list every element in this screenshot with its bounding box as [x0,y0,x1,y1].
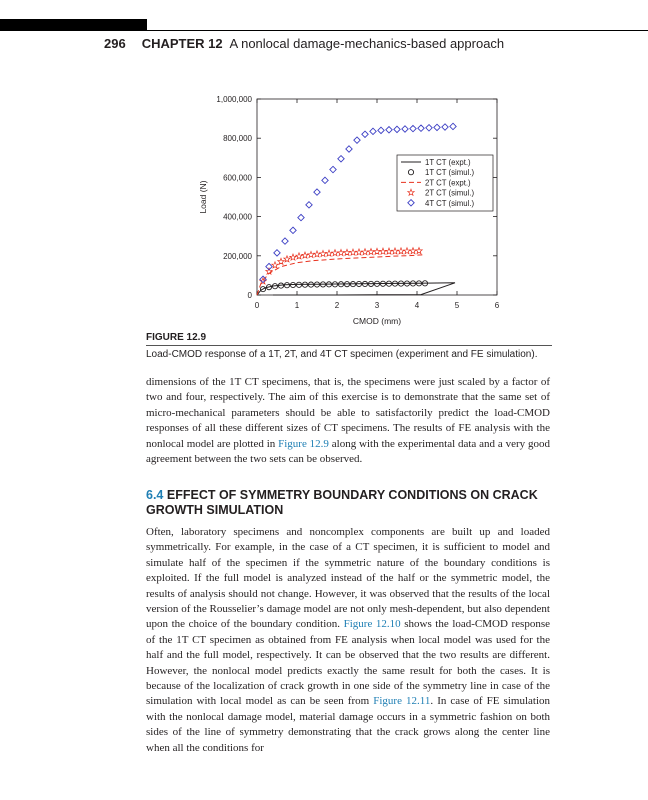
series-4-marker [326,250,332,256]
series-4-marker [350,249,356,255]
y-tick-label: 600,000 [223,173,252,183]
series-4-marker [404,248,410,254]
paragraph-1-text-end: along with the experimental data and a very good agreement between the two sets can be observed. [146,437,550,466]
series-5-marker [426,125,432,131]
series-5-marker [410,125,416,131]
x-tick-label: 0 [254,301,260,310]
figure-caption: Load-CMOD response of a 1T, 2T, and 4T CT specimen (experiment and FE simulation). [146,349,538,360]
series-4-marker [308,251,314,257]
series-4-marker [392,248,398,254]
chapter-title: A nonlocal damage-mechanics-based approach [229,36,505,51]
series-5-marker [450,123,456,129]
load-cmod-chart [0,0,648,330]
legend-label: 1T CT (simul.) [425,168,475,178]
series-5-marker [442,124,448,130]
series-4-marker [416,248,422,254]
figure-12-9-link[interactable]: Figure 12.9 [278,437,329,450]
paragraph-2-text-middle: shows the load-CMOD response of the 1T CT specimen as obtained from FE analysis when local model was used for the half and the full model, respectively. It can be observed that the two results are different. However, the nonlocal model predicts exactly the same result for both the cases. It is because of the localization of crack growth in one side of the symmetry line in case of the simulation with local model as can be seen from [146,618,550,708]
series-5-marker [330,166,336,172]
series-4-marker [410,248,416,254]
y-tick-label: 0 [247,291,252,300]
series-4-marker [380,248,386,254]
section-heading [146,488,550,518]
series-5-marker [314,189,320,195]
series-5-marker [354,137,360,143]
section-number: 6.4 [146,488,164,502]
section-title: EFFECT OF SYMMETRY BOUNDARY CONDITIONS ON CRACK GROWTH SIMULATION [146,488,538,517]
series-4-marker [344,249,350,255]
series-4-marker [314,251,320,257]
x-tick-label: 6 [494,301,500,310]
series-4-marker [362,249,368,255]
series-5-marker [274,250,280,256]
x-tick-label: 2 [334,301,340,310]
x-tick-label: 1 [294,301,300,310]
x-tick-label: 4 [414,301,420,310]
x-axis-label: CMOD (mm) [352,316,402,326]
legend-label: 2T CT (simul.) [425,188,475,198]
series-5-marker [402,126,408,132]
series-4-marker [386,248,392,254]
series-5-marker [282,238,288,244]
series-5-marker [378,127,384,133]
figure-label: FIGURE 12.9 [146,332,207,343]
page-number: 296 [104,36,126,51]
y-axis-label: Load (N) [198,180,208,214]
series-5-marker [362,131,368,137]
y-tick-label: 1,000,000 [216,95,252,104]
series-5-marker [338,156,344,162]
series-5-marker [346,146,352,152]
y-tick-label: 400,000 [223,212,252,222]
body-paragraph-1 [146,375,550,467]
series-5-marker [298,214,304,220]
series-5-marker [322,177,328,183]
series-4-marker [356,249,362,255]
figure-12-11-link[interactable]: Figure 12.11 [373,695,431,708]
series-5-marker [290,227,296,233]
legend-label: 1T CT (expt.) [425,158,471,167]
series-5-marker [418,125,424,131]
series-4-marker [332,250,338,256]
series-4-marker [374,248,380,254]
series-5-marker [306,202,312,208]
body-paragraph-2 [146,525,550,756]
series-4-marker [302,252,308,258]
paragraph-2-text-end: . In case of FE simulation with the nonlocal damage model, material damage occurs in a symmetric fashion on both sides of the line of symmetry demonstrating that the crack grows along the center line when all the conditions for [146,695,551,754]
y-tick-label: 200,000 [223,251,252,261]
figure-12-10-link[interactable]: Figure 12.10 [343,618,401,631]
paragraph-2-text-start: Often, laboratory specimens and noncomplex components are built up and loaded symmetrically. For example, in the case of a CT specimen, it is sufficient to model and simulate half of the specimen if the symmetric nature of the boundary conditions is exploited. If the full model is analyzed instead of the half or the symmetric model, the results of analysis should not change. However, it was observed that the results of the local version of the Rousselier’s damage model are not only mesh-dependent, but also dependent upon the choice of the boundary condition. [146,526,550,631]
series-4-marker [338,249,344,255]
series-5-marker [434,124,440,130]
caption-rule [146,345,552,346]
series-4-marker [284,256,290,262]
legend-label: 2T CT (expt.) [425,178,471,188]
series-4-marker [278,258,284,264]
series-5-marker [394,126,400,132]
x-tick-label: 3 [374,301,380,310]
paragraph-1-text-start: dimensions of the 1T CT specimens, that is, the specimens were just scaled by a factor of two and four, respectively. The aim of this exercise is to demonstrate that the same set of micro-mechanical parameters should be able to satisfactorily predict the load-CMOD responses of all these different sizes of CT specimens. The results of FE analysis with the nonlocal model are plotted in [146,376,550,450]
series-4-marker [368,248,374,254]
series-5-marker [386,127,392,133]
legend-label: 4T CT (simul.) [425,198,475,208]
series-4-marker [398,248,404,254]
series-4-marker [296,253,302,259]
series-5-marker [370,128,376,134]
x-tick-label: 5 [454,301,460,310]
y-tick-label: 800,000 [223,134,252,144]
chapter-label: CHAPTER 12 [141,36,223,51]
series-4-marker [320,250,326,256]
series-4-marker [272,262,278,268]
